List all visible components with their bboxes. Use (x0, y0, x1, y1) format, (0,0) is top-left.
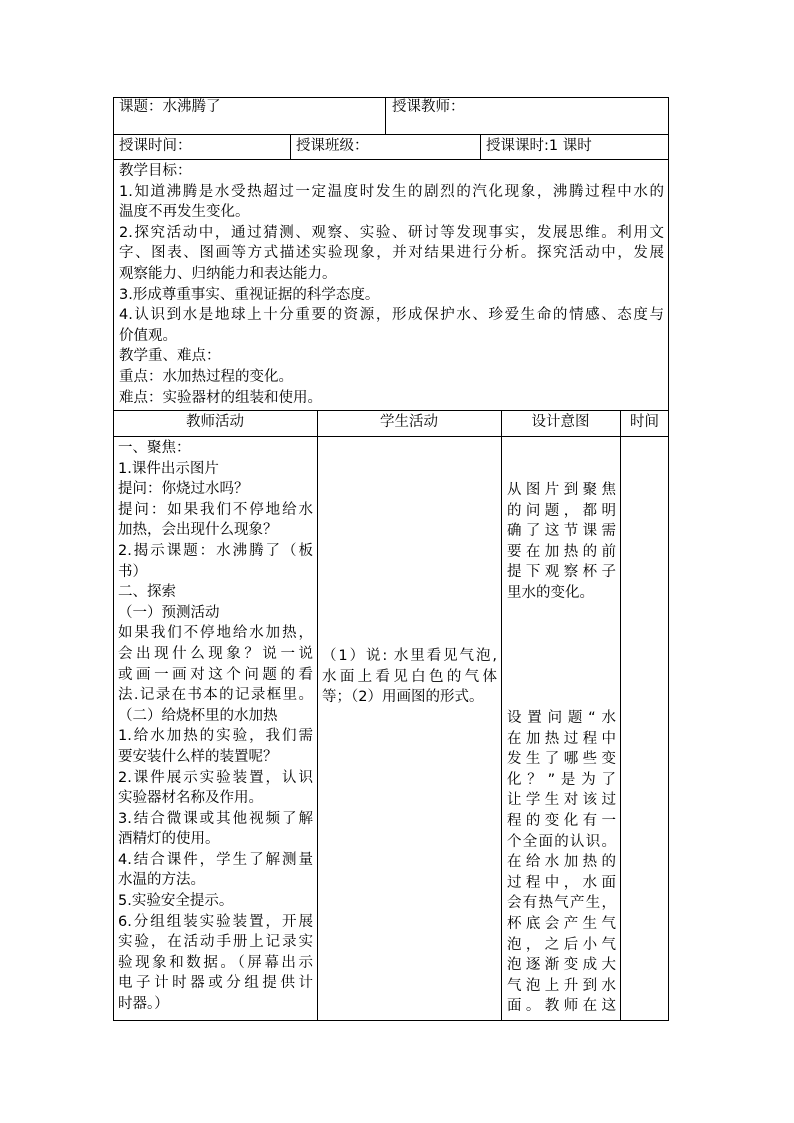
row-divider (113, 134, 669, 135)
objective-text: 字、图表、图画等方式描述实验现象，并对结果进行分析。探究活动中，发展 (119, 245, 664, 262)
objective-text: 温度不再发生变化。 (119, 204, 250, 221)
design-intent-line: 会有热气产生， (507, 895, 616, 912)
objective-text: 观察能力、归纳能力和表达能力。 (119, 265, 337, 282)
teacher-activity-line: 3.结合微课或其他视频了解 (118, 810, 313, 827)
design-intent-line: 设置问题“水 (507, 710, 616, 726)
design-intent-line: 的问题，都明 (507, 502, 616, 519)
design-intent-line: 让学生对该过 (507, 792, 616, 809)
teacher-activity-line: 提问：如果我们不停地给水 (118, 501, 313, 518)
design-intent-line: 泡，之后小气 (507, 936, 616, 953)
objectives-heading: 教学目标： (119, 163, 192, 179)
row-divider (113, 410, 669, 411)
teacher-activity-line: 验现象和数据。（屏幕出示 (118, 954, 313, 971)
teacher-label: 授课教师： (392, 99, 465, 115)
teacher-activity-cell (118, 438, 313, 1015)
column-divider (317, 410, 318, 1021)
teacher-activity-line: 实验器材名称及作用。 (118, 790, 263, 807)
key-points-heading: 教学重、难点： (119, 348, 221, 365)
design-intent-line: 从图片到聚焦 (507, 482, 616, 498)
column-divider (480, 134, 481, 160)
teacher-activity-line: 5.实验安全提示。 (118, 893, 234, 910)
teacher-activity-line: 如果我们不停地给水加热， (118, 625, 313, 642)
design-intent-cell-part1 (507, 480, 616, 604)
lesson-title: 课题：水沸腾了 (119, 99, 221, 115)
design-intent-line: 里水的变化。 (507, 584, 594, 601)
difficult-point: 难点：实验器材的组装和使用。 (119, 389, 322, 406)
teacher-activity-line: 电子计时器或分组提供计 (118, 975, 313, 992)
teacher-activity-line: 酒精灯的使用。 (118, 831, 220, 848)
teacher-activity-line: 2.揭示课题：水沸腾了（板 (118, 542, 313, 559)
key-point: 重点：水加热过程的变化。 (119, 368, 293, 385)
teacher-activity-line: 加热，会出现什么现象？ (118, 522, 278, 539)
column-header-time: 时间 (630, 414, 659, 430)
student-activity-line: 等；（2）用画图的形式。 (322, 689, 484, 706)
design-intent-cell-part2 (507, 708, 616, 1017)
objective-text: 价值观。 (119, 327, 177, 344)
design-intent-line: 发生了哪些变 (507, 751, 616, 768)
teacher-activity-line: （二）给烧杯里的水加热 (118, 707, 278, 724)
student-activity-line: （1）说: 水里看见气泡, (322, 648, 497, 664)
teacher-activity-line: 1.给水加热的实验，我们需 (118, 728, 313, 745)
teacher-activity-line: 一、聚焦： (118, 440, 191, 456)
teacher-activity-line: 提问：你烧过水吗？ (118, 481, 249, 498)
objective-text: 2.探究活动中，通过猜测、观察、实验、研讨等发现事实，发展思维。利用文 (119, 224, 664, 241)
teacher-activity-line: 4.结合课件，学生了解测量 (118, 851, 313, 868)
design-intent-line: 面。教师在这 (507, 998, 616, 1015)
lesson-time-label: 授课时间： (119, 138, 192, 154)
objective-text: 1.知道沸腾是水受热超过一定温度时发生的剧烈的汽化现象，沸腾过程中水的 (119, 183, 664, 200)
design-intent-line: 在加热过程中 (507, 730, 616, 747)
design-intent-line: 杯底会产生气 (507, 915, 616, 932)
objective-text: 4.认识到水是地球上十分重要的资源，形成保护水、珍爱生命的情感、态度与 (119, 307, 664, 324)
teacher-activity-line: 时器。） (118, 996, 169, 1013)
teacher-activity-line: （一）预测活动 (118, 604, 220, 621)
row-divider (113, 436, 669, 437)
teacher-activity-line: 要安装什么样的装置呢？ (118, 748, 278, 765)
column-header-teacher: 教师活动 (186, 414, 244, 430)
column-divider (385, 97, 386, 135)
teacher-activity-line: 或画一画对这个问题的看 (118, 666, 313, 683)
design-intent-line: 提下观察杯子 (507, 564, 616, 581)
column-divider (501, 410, 502, 1021)
design-intent-line: 个全面的认识。 (507, 833, 616, 850)
teacher-activity-line: 二、探索 (118, 584, 176, 601)
class-label: 授课班级： (296, 138, 369, 154)
column-divider (290, 134, 291, 160)
student-activity-line: 水面上看见白色的气体 (322, 668, 497, 685)
student-activity-cell (322, 646, 497, 708)
design-intent-line: 在给水加热的 (507, 854, 616, 871)
design-intent-line: 要在加热的前 (507, 543, 616, 560)
column-header-student: 学生活动 (380, 414, 438, 430)
lesson-hours: 授课课时:1 课时 (486, 138, 592, 154)
design-intent-line: 过程中，水面 (507, 874, 616, 891)
column-header-design: 设计意图 (531, 414, 590, 430)
teacher-activity-line: 法.记录在书本的记录框里。 (118, 687, 313, 704)
design-intent-line: 泡逐渐变成大 (507, 957, 616, 974)
teacher-activity-line: 实验，在活动手册上记录实 (118, 934, 313, 951)
teacher-activity-line: 书） (118, 563, 147, 580)
teacher-activity-line: 水温的方法。 (118, 872, 205, 889)
column-divider (620, 410, 621, 1021)
objective-text: 3.形成尊重事实、重视证据的科学态度。 (119, 286, 380, 303)
teacher-activity-line: 1.课件出示图片 (118, 460, 219, 477)
teacher-activity-line: 2.课件展示实验装置，认识 (118, 769, 313, 786)
design-intent-line: 确了这节课需 (507, 523, 616, 540)
teacher-activity-line: 会出现什么现象？说一说 (118, 645, 313, 662)
design-intent-line: 化？”是为了 (507, 771, 616, 788)
time-cell (624, 438, 666, 1018)
design-intent-line: 程的变化有一 (507, 812, 616, 829)
teacher-activity-line: 6.分组组装实验装置，开展 (118, 913, 313, 930)
design-intent-line: 气泡上升到水 (507, 977, 616, 994)
objectives-block (119, 161, 664, 408)
row-divider (113, 159, 669, 160)
